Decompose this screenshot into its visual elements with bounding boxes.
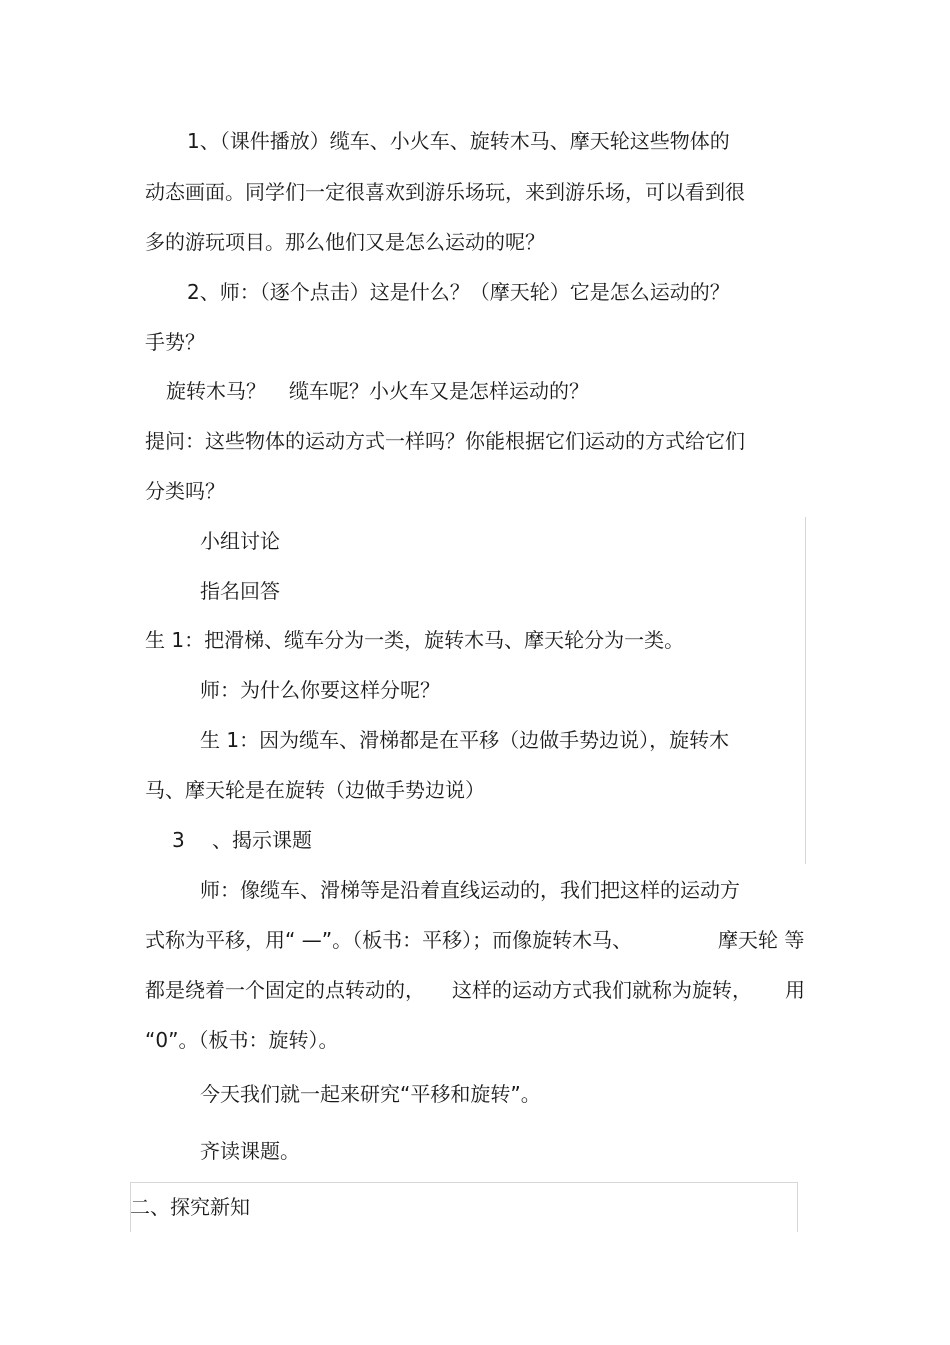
paragraph-line: 师：为什么你要这样分呢？ [200,678,440,702]
paragraph-line: 今天我们就一起来研究“平移和旋转”。 [200,1082,541,1106]
paragraph-line: 师：像缆车、滑梯等是沿着直线运动的，我们把这样的运动方 [200,878,740,902]
paragraph-line: 小组讨论 [200,529,280,553]
paragraph-line: 都是绕着一个固定的点转动的， [145,978,425,1002]
paragraph-line: 齐读课题。 [200,1139,300,1163]
paragraph-line: 手势？ [145,330,205,354]
paragraph-line: 动态画面。同学们一定很喜欢到游乐场玩，来到游乐场，可以看到很 [145,180,745,204]
paragraph-line: 缆车呢？小火车又是怎样运动的？ [289,379,589,403]
paragraph-line: 分类吗？ [145,479,225,503]
paragraph-line: 1、（课件播放）缆车、小火车、旋转木马、摩天轮这些物体的 [187,129,730,153]
paragraph-line: 生 1：把滑梯、缆车分为一类，旋转木马、摩天轮分为一类。 [145,628,685,652]
paragraph-line: 摩天轮 等 [718,928,805,952]
table-top-rule [130,1182,797,1183]
vertical-rule [805,517,806,864]
section-heading: 、揭示课题 [212,828,312,852]
paragraph-line: 提问：这些物体的运动方式一样吗？你能根据它们运动的方式给它们 [145,429,745,453]
paragraph-line: 用 [785,978,805,1002]
paragraph-line: 式称为平移，用“ —”。（板书：平移）；而像旋转木马、 [145,928,633,952]
paragraph-line: 这样的运动方式我们就称为旋转， [452,978,752,1002]
paragraph-line: 生 1：因为缆车、滑梯都是在平移（边做手势边说），旋转木 [200,728,730,752]
section-heading: 二、探究新知 [130,1195,250,1219]
paragraph-line: “0”。（板书：旋转）。 [145,1028,339,1052]
section-number: 3 [172,828,185,852]
paragraph-line: 多的游玩项目。那么他们又是怎么运动的呢？ [145,230,545,254]
paragraph-line: 旋转木马？ [166,379,266,403]
paragraph-line: 指名回答 [200,579,280,603]
table-right-rule [797,1182,798,1232]
paragraph-line: 2、师：（逐个点击）这是什么？（摩天轮）它是怎么运动的？ [187,280,730,304]
paragraph-line: 马、摩天轮是在旋转（边做手势边说） [145,778,485,802]
